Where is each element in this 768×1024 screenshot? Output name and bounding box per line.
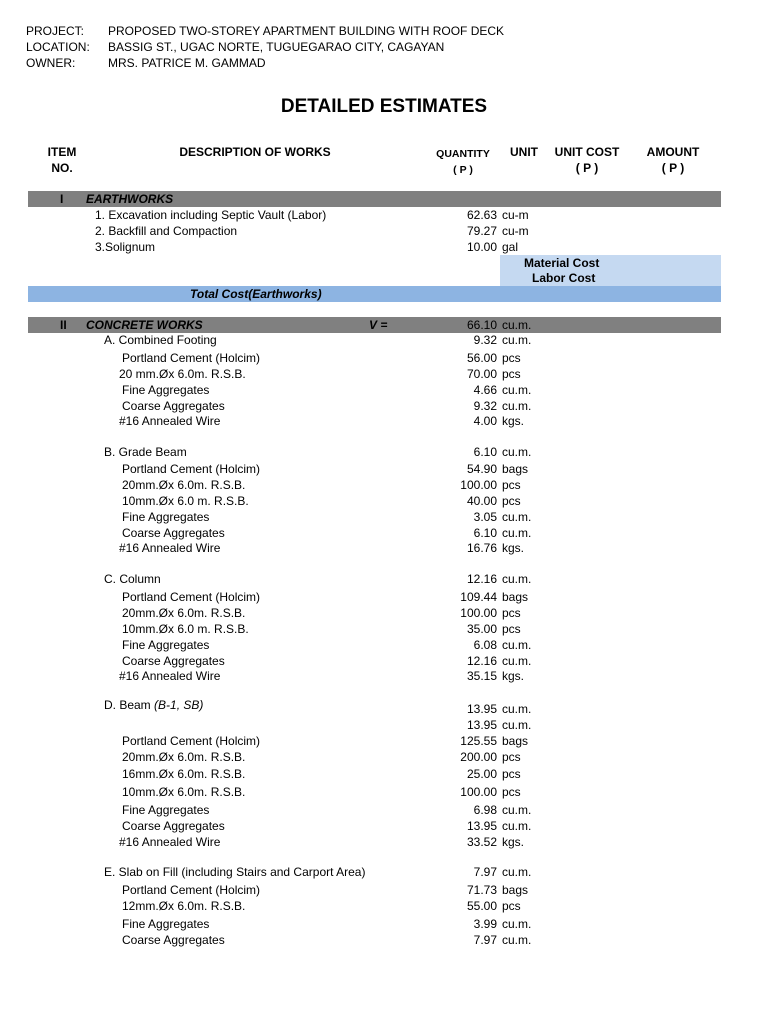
col-quantity-line1: QUANTITY xyxy=(436,148,490,160)
row-description: Fine Aggregates xyxy=(122,383,210,397)
row-description: Fine Aggregates xyxy=(122,638,210,652)
row-quantity: 33.52 xyxy=(466,835,497,849)
concrete-item-no: II xyxy=(60,318,67,332)
row-unit: bags xyxy=(502,462,529,476)
row-quantity: 6.98 xyxy=(473,803,497,817)
row-quantity: 100.00 xyxy=(460,606,497,620)
row-description: Coarse Aggregates xyxy=(122,526,225,540)
row-unit: pcs xyxy=(502,767,521,781)
concrete-volume-unit: cu.m. xyxy=(502,318,532,332)
row-quantity: 100.00 xyxy=(460,785,497,799)
row-unit: cu.m. xyxy=(502,917,532,931)
row-quantity: 109.44 xyxy=(460,590,497,604)
location-label: LOCATION: xyxy=(26,40,90,54)
project-label: PROJECT: xyxy=(26,24,85,38)
row-unit: bags xyxy=(502,883,529,897)
owner-label: OWNER: xyxy=(26,56,76,70)
row-quantity: 70.00 xyxy=(466,367,497,381)
page-title: DETAILED ESTIMATES xyxy=(280,96,488,117)
col-unit-label: UNIT xyxy=(510,145,538,159)
row-unit: cu.m. xyxy=(502,383,532,397)
row-description: 3.Solignum xyxy=(95,240,156,254)
row-quantity: 9.32 xyxy=(473,399,497,413)
col-unit-cost-line1: UNIT COST xyxy=(554,145,620,159)
row-unit: pcs xyxy=(502,606,521,620)
col-quantity xyxy=(428,146,498,178)
row-quantity: 13.95 xyxy=(466,819,497,833)
row-description: Portland Cement (Holcim) xyxy=(122,462,261,476)
row-quantity: 9.32 xyxy=(473,333,497,347)
earthworks-total-label: Total Cost(Earthworks) xyxy=(190,287,322,301)
row-quantity: 200.00 xyxy=(460,750,497,764)
concrete-volume-label: V = xyxy=(369,318,388,332)
row-quantity: 100.00 xyxy=(460,478,497,492)
row-description: #16 Annealed Wire xyxy=(119,669,221,683)
col-amount-line2: ( P ) xyxy=(661,161,685,175)
row-quantity: 6.10 xyxy=(473,526,497,540)
row-description: 1. Excavation including Septic Vault (Labor) xyxy=(95,208,327,222)
row-quantity: 3.99 xyxy=(473,917,497,931)
row-description: Portland Cement (Holcim) xyxy=(122,590,261,604)
row-quantity: 6.08 xyxy=(473,638,497,652)
col-amount-line1: AMOUNT xyxy=(646,145,700,159)
row-quantity: 16.76 xyxy=(466,541,497,555)
row-description: Coarse Aggregates xyxy=(122,819,225,833)
row-quantity: 12.16 xyxy=(466,654,497,668)
row-description: 10mm.Øx 6.0 m. R.S.B. xyxy=(122,622,249,636)
row-unit: kgs. xyxy=(502,835,525,849)
row-description: Coarse Aggregates xyxy=(122,933,225,947)
row-description: C. Column xyxy=(104,572,161,586)
row-description: 12mm.Øx 6.0m. R.S.B. xyxy=(122,899,246,913)
owner-value: MRS. PATRICE M. GAMMAD xyxy=(108,56,266,70)
row-quantity: 79.27 xyxy=(466,224,497,238)
row-unit: cu.m. xyxy=(502,526,532,540)
row-quantity: 54.90 xyxy=(466,462,497,476)
row-quantity: 25.00 xyxy=(466,767,497,781)
row-description: Portland Cement (Holcim) xyxy=(122,883,261,897)
row-quantity: 35.15 xyxy=(466,669,497,683)
row-description: 2. Backfill and Compaction xyxy=(95,224,238,238)
row-description: 20mm.Øx 6.0m. R.S.B. xyxy=(122,606,246,620)
row-quantity: 6.10 xyxy=(473,445,497,459)
row-description: 10mm.Øx 6.0 m. R.S.B. xyxy=(122,494,249,508)
row-description: Portland Cement (Holcim) xyxy=(122,734,261,748)
row-description: 16mm.Øx 6.0m. R.S.B. xyxy=(122,767,246,781)
col-quantity-line2: ( P ) xyxy=(453,164,473,176)
row-note: (B-1, SB) xyxy=(150,698,204,712)
row-unit: kgs. xyxy=(502,541,525,555)
row-unit: cu.m. xyxy=(502,718,532,732)
row-unit: cu.m. xyxy=(502,654,532,668)
row-unit: pcs xyxy=(502,367,521,381)
col-unit xyxy=(504,144,544,160)
row-quantity: 4.00 xyxy=(473,414,497,428)
earthworks-title: EARTHWORKS xyxy=(86,192,174,206)
row-description: B. Grade Beam xyxy=(104,445,187,459)
row-quantity: 56.00 xyxy=(466,351,497,365)
earthworks-item-no: I xyxy=(60,192,64,206)
row-unit: cu-m xyxy=(502,208,529,222)
row-unit: cu-m xyxy=(502,224,529,238)
row-unit: kgs. xyxy=(502,669,525,683)
row-unit: cu.m. xyxy=(502,572,532,586)
row-quantity: 40.00 xyxy=(466,494,497,508)
row-unit: cu.m. xyxy=(502,510,532,524)
row-description: 20mm.Øx 6.0m. R.S.B. xyxy=(122,478,246,492)
row-unit: pcs xyxy=(502,494,521,508)
row-unit: pcs xyxy=(502,478,521,492)
row-quantity: 10.00 xyxy=(466,240,497,254)
concrete-title: CONCRETE WORKS xyxy=(86,318,203,332)
row-description: 20 mm.Øx 6.0m. R.S.B. xyxy=(119,367,246,381)
row-description: #16 Annealed Wire xyxy=(119,541,221,555)
col-item-no xyxy=(40,144,84,176)
concrete-volume-qty: 66.10 xyxy=(466,318,497,332)
row-unit: pcs xyxy=(502,785,521,799)
row-unit: cu.m. xyxy=(502,399,532,413)
material-cost-label: Material Cost xyxy=(524,256,600,270)
row-quantity: 13.95 xyxy=(466,718,497,732)
row-quantity: 12.16 xyxy=(466,572,497,586)
row-description: E. Slab on Fill (including Stairs and Carport Area) xyxy=(104,865,366,879)
row-quantity: 55.00 xyxy=(466,899,497,913)
row-description: #16 Annealed Wire xyxy=(119,414,221,428)
row-description: Coarse Aggregates xyxy=(122,654,225,668)
row-unit: pcs xyxy=(502,899,521,913)
col-amount xyxy=(640,144,706,176)
row-unit: kgs. xyxy=(502,414,525,428)
row-description: #16 Annealed Wire xyxy=(119,835,221,849)
row-description: D. Beam (B-1, SB) xyxy=(104,698,204,712)
earthworks-total-bar xyxy=(28,286,721,302)
row-unit: pcs xyxy=(502,750,521,764)
row-unit: gal xyxy=(502,240,519,254)
row-quantity: 35.00 xyxy=(466,622,497,636)
row-unit: bags xyxy=(502,590,529,604)
row-unit: cu.m. xyxy=(502,865,532,879)
row-quantity: 7.97 xyxy=(473,865,497,879)
col-description-label: DESCRIPTION OF WORKS xyxy=(179,145,331,159)
row-unit: cu.m. xyxy=(502,333,532,347)
row-description: Fine Aggregates xyxy=(122,803,210,817)
row-unit: bags xyxy=(502,734,529,748)
row-unit: cu.m. xyxy=(502,445,532,459)
row-description: 10mm.Øx 6.0m. R.S.B. xyxy=(122,785,246,799)
row-quantity: 71.73 xyxy=(466,883,497,897)
location-value: BASSIG ST., UGAC NORTE, TUGUEGARAO CITY, CAGAYAN xyxy=(108,40,445,54)
row-description: Coarse Aggregates xyxy=(122,399,225,413)
row-quantity: 7.97 xyxy=(473,933,497,947)
col-item-no-line1: ITEM xyxy=(47,145,77,159)
col-unit-cost-line2: ( P ) xyxy=(575,161,599,175)
row-unit: cu.m. xyxy=(502,803,532,817)
row-description: A. Combined Footing xyxy=(104,333,217,347)
row-quantity: 4.66 xyxy=(473,383,497,397)
row-quantity: 3.05 xyxy=(473,510,497,524)
col-item-no-line2: NO. xyxy=(51,161,73,175)
row-description: Fine Aggregates xyxy=(122,917,210,931)
row-unit: pcs xyxy=(502,351,521,365)
row-unit: pcs xyxy=(502,622,521,636)
row-unit: cu.m. xyxy=(502,819,532,833)
row-unit: cu.m. xyxy=(502,638,532,652)
labor-cost-label: Labor Cost xyxy=(532,271,596,285)
row-description: 20mm.Øx 6.0m. R.S.B. xyxy=(122,750,246,764)
row-quantity: 62.63 xyxy=(466,208,497,222)
row-quantity: 13.95 xyxy=(466,702,497,716)
project-value: PROPOSED TWO-STOREY APARTMENT BUILDING WITH ROOF DECK xyxy=(108,24,505,38)
col-description xyxy=(160,144,350,160)
row-description: Fine Aggregates xyxy=(122,510,210,524)
col-unit-cost xyxy=(550,144,624,176)
row-unit: cu.m. xyxy=(502,702,532,716)
row-description: Portland Cement (Holcim) xyxy=(122,351,261,365)
row-quantity: 125.55 xyxy=(460,734,497,748)
row-unit: cu.m. xyxy=(502,933,532,947)
